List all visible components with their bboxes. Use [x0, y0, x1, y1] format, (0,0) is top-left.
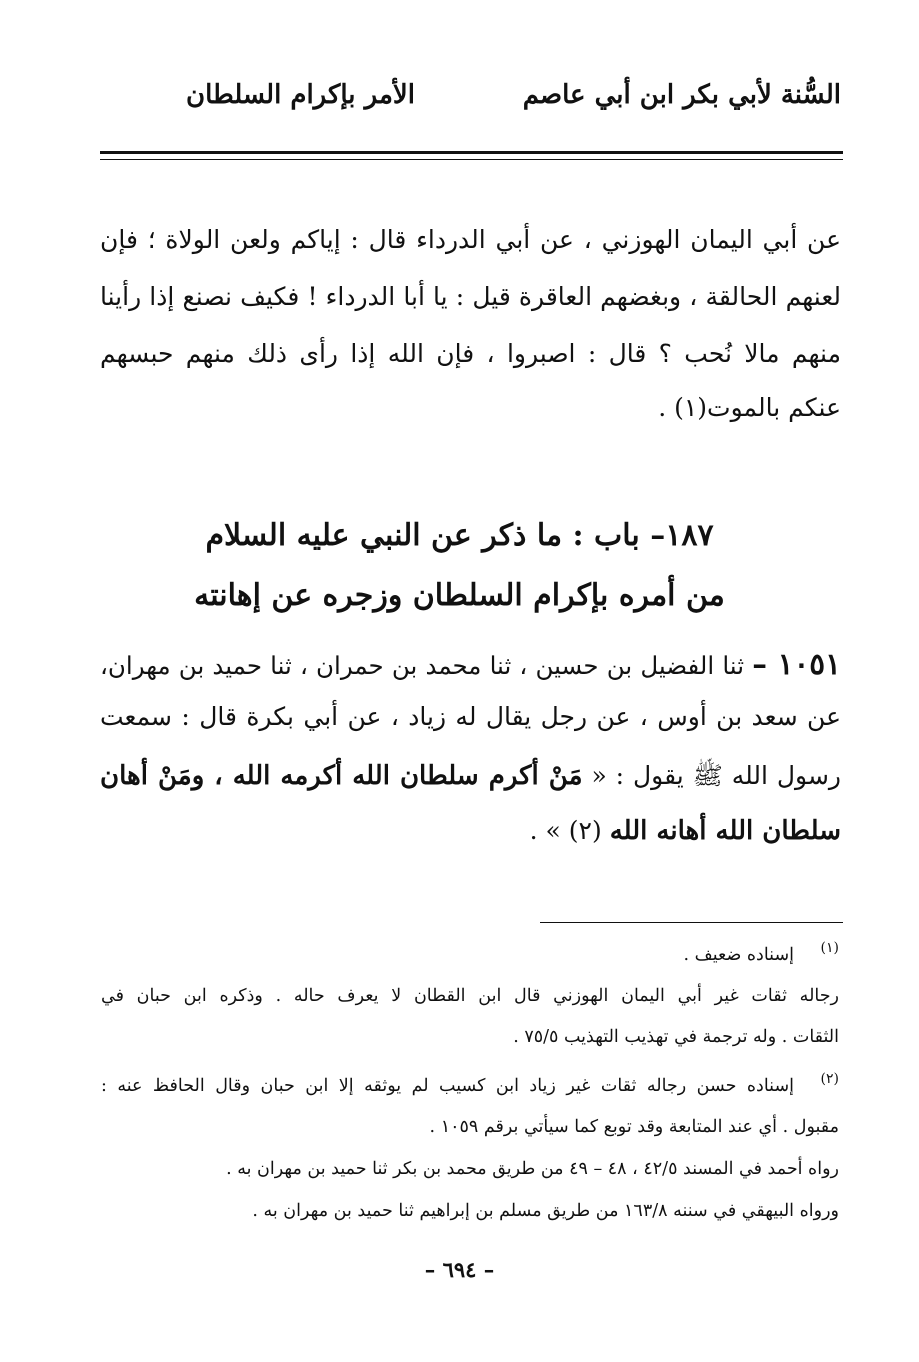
footnote-line: ورواه البيهقي في سننه ١٦٣/٨ من طريق مسلم بن إبراهيم ثنا حميد بن مهران به .: [252, 1201, 839, 1221]
chapter-heading: ١٨٧– باب : ما ذكر عن النبي عليه السلام: [205, 518, 714, 553]
chapter-running-title: الأمر بإكرام السلطان: [186, 80, 415, 110]
book-title: السُّنة لأبي بكر ابن أبي عاصم: [522, 80, 841, 110]
footnote-line: رواه أحمد في المسند ٤٢/٥ ، ٤٨ – ٤٩ من طريق محمد بن بكر ثنا حميد بن مهران به .: [226, 1159, 839, 1179]
footnote-line: إسناده ضعيف .: [683, 945, 794, 965]
footnote-marker: (٢): [820, 1071, 839, 1087]
page-number: – ٦٩٤ –: [424, 1257, 495, 1282]
footnote-separator: [540, 922, 843, 923]
hadith-number: ١٠٥١ –: [752, 646, 841, 681]
header-rule-thick: [100, 151, 843, 154]
paragraph-line: منهم مالا نُحب ؟ قال : اصبروا ، فإن الله إذا رأى ذلك منهم حبسهم: [100, 339, 841, 368]
footnote-line: رجاله ثقات غير أبي اليمان الهوزني قال ابن القطان لا يعرف حاله . وذكره ابن حبان في: [101, 986, 839, 1006]
hadith-matn: مَنْ أكرم سلطان الله أكرمه الله ، ومَنْ أهان: [100, 761, 583, 791]
paragraph-line: عنكم بالموت(١) .: [658, 393, 841, 422]
footnote-line: إسناده حسن رجاله ثقات غير زياد ابن كسيب لم يوثقه إلا ابن حبان وقال الحافظ عنه :: [101, 1076, 794, 1096]
footnote-line: الثقات . وله ترجمة في تهذيب التهذيب ٧٥/٥ .: [513, 1027, 839, 1047]
header-rule-thin: [100, 159, 843, 160]
hadith-line: [100, 646, 841, 681]
hadith-isnad: ثنا الفضيل بن حسين ، ثنا محمد بن حمران ، ثنا حميد بن مهران،: [100, 651, 745, 680]
hadith-line: [100, 816, 841, 846]
chapter-heading-line2: من أمره بإكرام السلطان وزجره عن إهانته: [194, 578, 725, 613]
footnote-marker: (١): [820, 940, 839, 956]
paragraph-line: لعنهم الحالقة ، وبغضهم العاقرة قيل : يا أبا الدرداء ! فكيف نصنع إذا رأينا: [100, 282, 841, 311]
hadith-intro: رسول الله ﷺ يقول : «: [591, 761, 841, 790]
hadith-matn-end: سلطان الله أهانه الله: [609, 816, 841, 846]
hadith-close: (٢) » .: [529, 816, 602, 845]
footnote-line: مقبول . أي عند المتابعة وقد توبع كما سيأتي برقم ١٠٥٩ .: [429, 1117, 839, 1137]
paragraph-line: عن أبي اليمان الهوزني ، عن أبي الدرداء قال : إياكم ولعن الولاة ؛ فإن: [100, 225, 841, 254]
hadith-line: عن سعد بن أوس ، عن رجل يقال له زياد ، عن أبي بكرة قال : سمعت: [100, 702, 841, 731]
hadith-line: [100, 760, 841, 797]
